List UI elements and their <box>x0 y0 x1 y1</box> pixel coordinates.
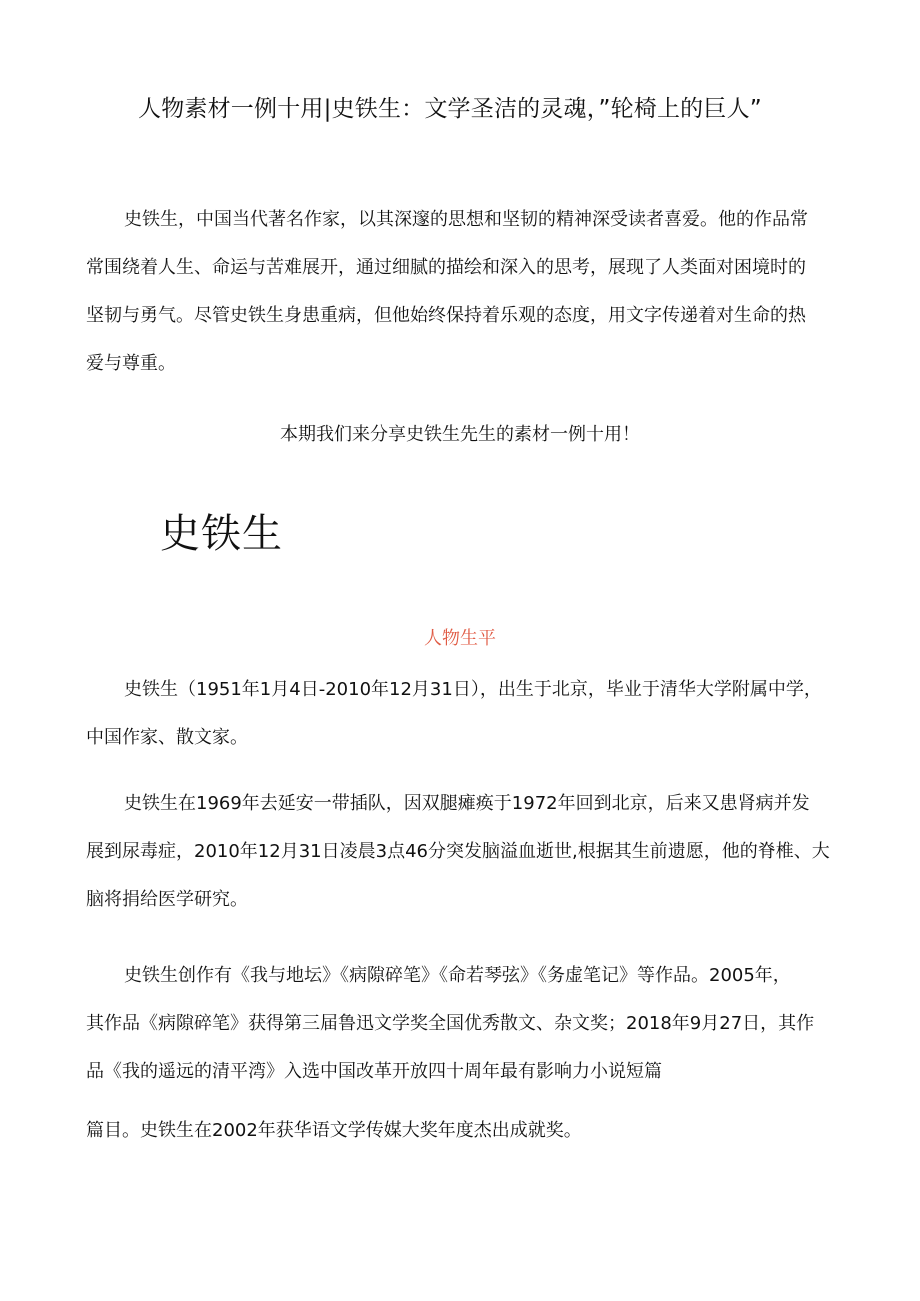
bio-line: 脑将捐给医学研究。 <box>86 889 248 910</box>
intro-line: 坚韧与勇气。尽管史铁生身患重病，但他始终保持着乐观的态度，用文字传递着对生命的热 <box>86 305 806 326</box>
bio-line: 史铁生创作有《我与地坛》《病隙碎笔》《命若琴弦》《务虚笔记》等作品。2005年， <box>124 965 791 986</box>
bio-line: 其作品《病隙碎笔》获得第三届鲁迅文学奖全国优秀散文、杂文奖；2018年9月27日，其作 <box>86 1013 815 1034</box>
bio-line: 展到尿毒症，2010年12月31日凌晨3点46分突发脑溢血逝世,根据其生前遗愿，他的脊椎、大 <box>86 841 830 862</box>
bio-line: 中国作家、散文家。 <box>86 727 248 748</box>
section-heading: 人物生平 <box>424 628 496 649</box>
bio-paragraph-3 <box>86 952 838 1096</box>
bio-line: 史铁生（1951年1月4日-2010年12月31日），出生于北京，毕业于清华大学附属中学， <box>124 679 822 700</box>
bio-paragraph-2 <box>86 780 838 924</box>
bio-line: 史铁生在1969年去延安一带插队，因双腿瘫痪于1972年回到北京，后来又患肾病并发 <box>124 793 810 814</box>
share-line: 本期我们来分享史铁生先生的素材一例十用！ <box>280 424 640 445</box>
intro-line: 史铁生，中国当代著名作家，以其深邃的思想和坚韧的精神深受读者喜爱。他的作品常 <box>124 209 808 230</box>
bio-line: 品《我的遥远的清平湾》入选中国改革开放四十周年最有影响力小说短篇 <box>86 1061 662 1082</box>
bio-paragraph-1 <box>86 666 838 762</box>
intro-line: 爱与尊重。 <box>86 353 176 374</box>
document-title: 人物素材一例十用|史铁生：文学圣洁的灵魂，”轮椅上的巨人” <box>138 96 762 122</box>
name-heading: 史铁生 <box>160 511 283 557</box>
intro-line: 常围绕着人生、命运与苦难展开，通过细腻的描绘和深入的思考，展现了人类面对困境时的 <box>86 257 806 278</box>
intro-paragraph <box>86 196 838 388</box>
bio-paragraph-4: 篇目。史铁生在2002年获华语文学传媒大奖年度杰出成就奖。 <box>86 1120 582 1141</box>
